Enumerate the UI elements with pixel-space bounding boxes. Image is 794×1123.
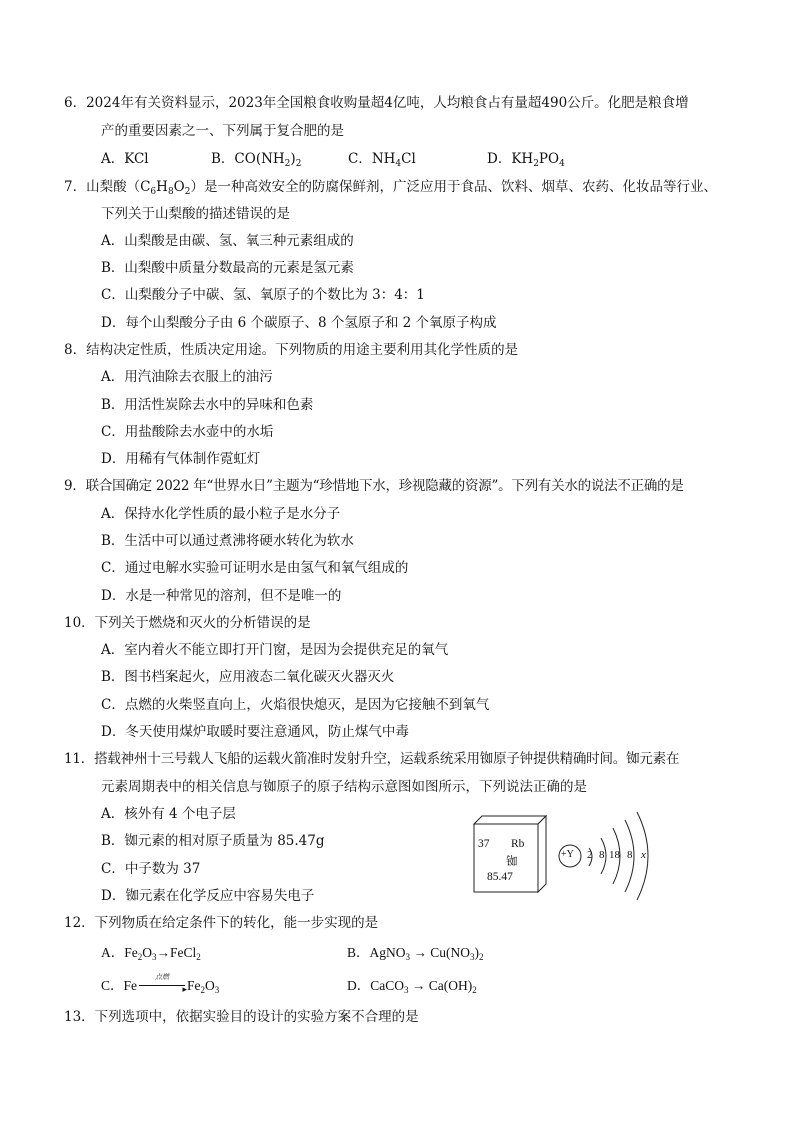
q6-option-d: D．$KH_2PO_4$ [487, 151, 565, 169]
q10-option-a: A．室内着火不能立即打开门窗，是因为会提供充足的氧气 [101, 642, 449, 658]
q7-option-d: D．每个山梨酸分子由 6 个碳原子、8 个氢原子和 2 个氧原子构成 [101, 315, 497, 331]
shell-electrons-3: 18 [609, 849, 620, 861]
q10-option-b: B．图书档案起火，应用液态二氧化碳灭火器灭火 [101, 669, 395, 685]
q10-stem: 10．下列关于燃烧和灭火的分析错误的是 [64, 615, 311, 631]
q12-option-b: B．AgNO$_3$ → $Cu(NO_3)_2$ [347, 945, 484, 962]
q6-option-c: C．$NH_4Cl$ [348, 151, 416, 169]
q7-option-a: A．山梨酸是由碳、氢、氧三种元素组成的 [101, 233, 354, 249]
q9-option-c: C．通过电解水实验可证明水是由氢气和氧气组成的 [101, 560, 409, 576]
q8-option-b: B．用活性炭除去水中的异味和色素 [101, 397, 314, 413]
q9-stem: 9．联合国确定 2022 年“世界水日”主题为“珍惜地下水，珍视隐藏的资源”。下列有关水的说法不正确的是 [64, 478, 684, 494]
element-atomic-number: 37 [478, 838, 490, 850]
element-atomic-mass: 85.47 [487, 871, 513, 883]
q12-option-a: A．$Fe_2O_3\to FeCl_2$ [101, 945, 201, 962]
q11-stem-line2: 元素周期表中的相关信息与铷原子的原子结构示意图如图所示，下列说法正确的是 [101, 779, 587, 795]
q8-option-d: D．用稀有气体制作霓虹灯 [101, 451, 261, 467]
q10-option-d: D．冬天使用煤炉取暖时要注意通风，防止煤气中毒 [101, 724, 409, 740]
q9-option-a: A．保持水化学性质的最小粒子是水分子 [101, 506, 341, 522]
shell-electrons-4: 8 [627, 849, 633, 861]
q7-option-b: B．山梨酸中质量分数最高的元素是氢元素 [101, 260, 354, 276]
q12-stem: 12．下列物质在给定条件下的转化，能一步实现的是 [64, 915, 379, 931]
q11-option-d: D．铷元素在化学反应中容易失电子 [101, 888, 315, 904]
q8-option-a: A．用汽油除去衣服上的油污 [101, 369, 273, 385]
q10-option-c: C．点燃的火柴竖直向上，火焰很快熄灭，是因为它接触不到氧气 [101, 697, 490, 713]
element-symbol: Rb [511, 838, 525, 850]
q11-option-c: C．中子数为 37 [101, 861, 201, 877]
q8-option-c: C．用盐酸除去水壶中的水垢 [101, 424, 274, 440]
q8-stem: 8．结构决定性质，性质决定用途。下列物质的用途主要利用其化学性质的是 [64, 342, 519, 358]
q6-stem-line1: 6．2024年有关资料显示，2023年全国粮食收购量超4亿吨，人均粮食占有量超490公斤。化肥是粮食增 [64, 95, 689, 111]
q11-option-b: B．铷元素的相对原子质量为 85.47g [101, 833, 325, 849]
q9-option-b: B．生活中可以通过煮沸将硬水转化为软水 [101, 533, 354, 549]
element-name: 铷 [506, 854, 518, 868]
q12-option-d: D．CaCO$_3$ → $Ca(OH)_2$ [347, 978, 477, 995]
q7-option-c: C．山梨酸分子中碳、氢、氧原子的个数比为 3：4：1 [101, 287, 425, 303]
q7-stem-line1: 7．山梨酸$(C_6H_8O_2)$是一种高效安全的防腐保鲜剂，广泛应用于食品、饮料、烟草、农药、化妆品等行业、 [64, 179, 717, 197]
q6-option-b: B．$CO(NH_2)_2$ [211, 151, 302, 169]
shell-electrons-1: 2 [587, 849, 593, 861]
nucleus-charge: +Y [561, 849, 574, 860]
q7-stem-line2: 下列关于山梨酸的描述错误的是 [101, 206, 290, 222]
q9-option-d: D．水是一种常见的溶剂，但不是唯一的 [101, 588, 342, 604]
q6-option-a: A．KCl [101, 151, 149, 167]
q11-option-a: A．核外有 4 个电子层 [101, 806, 236, 822]
q11-stem-line1: 11．搭载神州十三号载人飞船的运载火箭准时发射升空，运载系统采用铷原子钟提供精确时间。铷元素在 [64, 751, 680, 767]
shell-electrons-5: x [641, 849, 646, 861]
q6-stem-line2: 产的重要因素之一、下列属于复合肥的是 [101, 123, 344, 139]
q12-option-c: C．Fe 点燃 ▸ $Fe_2O_3$ [101, 977, 219, 995]
shell-electrons-2: 8 [599, 849, 605, 861]
q6-options [101, 150, 661, 168]
reaction-condition: 点燃 [155, 973, 170, 981]
q13-stem: 13．下列选项中，依据实验目的设计的实验方案不合理的是 [64, 1009, 419, 1025]
